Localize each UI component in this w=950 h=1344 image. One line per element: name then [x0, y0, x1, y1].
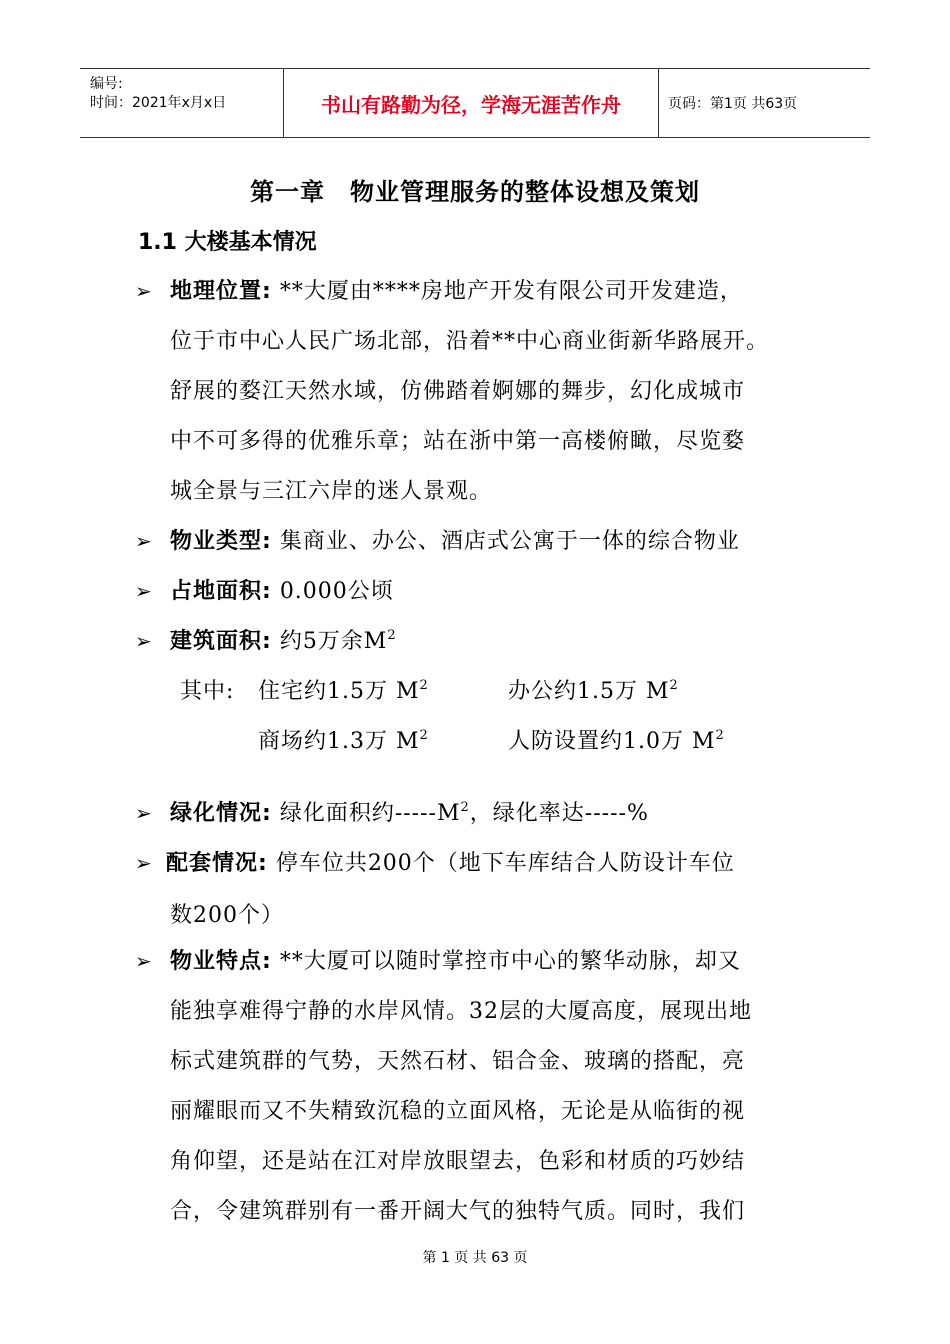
header-motto: 书山有路勤为径，学海无涯苦作舟 — [284, 69, 659, 137]
land-area-label: 占地面积: — [170, 579, 272, 604]
land-area-text: 0.000公顷 — [279, 579, 394, 604]
building-area-label: 建筑面积: — [170, 629, 272, 654]
building-area-line — [170, 624, 397, 655]
location-line: 城全景与三江六岸的迷人景观。 — [170, 479, 493, 504]
civil-defense-area: 人防设置约1.0万 $M^2$ — [508, 728, 725, 754]
property-type-line — [170, 524, 740, 555]
bullet-arrow-icon: ➢ — [135, 529, 152, 553]
property-type-label: 物业类型: — [170, 529, 272, 554]
feature-line: 标式建筑群的气势，天然石材、铝合金、玻璃的搭配，亮 — [170, 1049, 746, 1074]
feature-line — [170, 944, 741, 975]
feature-line: 合，令建筑群别有一番开阔大气的独特气质。同时，我们 — [170, 1199, 746, 1224]
location-line: 位于市中心人民广场北部，沿着**中心商业街新华路展开。 — [170, 329, 770, 354]
location-text: **大厦由****房地产开发有限公司开发建造， — [279, 279, 743, 304]
location-line: 舒展的婺江天然水域，仿佛踏着婀娜的舞步，幻化成城市 — [170, 379, 746, 404]
bullet-arrow-icon: ➢ — [135, 949, 152, 973]
doc-time: 时间：2021年x月x日 — [90, 95, 227, 111]
land-area-line — [170, 574, 394, 605]
doc-number-label: 编号: — [90, 76, 123, 92]
page-footer: 第 1 页 共 63 页 — [422, 1250, 528, 1266]
green-line: 绿化情况: 绿化面积约$-----M^2$，绿化率达-----% — [170, 800, 649, 826]
feature-line: 角仰望，还是站在江对岸放眼望去，色彩和材质的巧妙结 — [170, 1149, 746, 1174]
feature-line: 丽耀眼而又不失精致沉稳的立面风格，无论是从临街的视 — [170, 1099, 746, 1124]
commercial-area: 商场约1.3万 $M^2$ — [258, 728, 429, 754]
residential-area: 住宅约1.5万 $M^2$ — [258, 678, 429, 704]
location-label: 地理位置: — [170, 279, 272, 304]
green-label: 绿化情况: — [170, 801, 272, 826]
superscript: 2 — [387, 628, 397, 643]
section-title: 1.1 大楼基本情况 — [138, 230, 317, 255]
green-text: 绿化面积约-----M — [279, 801, 461, 826]
bullet-arrow-icon: ➢ — [135, 851, 152, 875]
facility-line: 数200个） — [170, 903, 284, 928]
location-line: 中不可多得的优雅乐章；站在浙中第一高楼俯瞰，尽览婺 — [170, 429, 746, 454]
bullet-arrow-icon: ➢ — [135, 279, 152, 303]
property-type-text: 集商业、办公、酒店式公寓于一体的综合物业 — [279, 529, 740, 554]
feature-line: 能独享难得宁静的水岸风情。32层的大厦高度，展现出地 — [170, 999, 752, 1024]
office-area: 办公约1.5万 $M^2$ — [508, 678, 679, 704]
bullet-arrow-icon: ➢ — [135, 579, 152, 603]
facility-line — [166, 846, 735, 877]
location-line — [170, 274, 743, 305]
bullet-arrow-icon: ➢ — [135, 801, 152, 825]
header-meta — [80, 69, 284, 137]
chapter-title: 第一章 物业管理服务的整体设想及策划 — [250, 178, 700, 206]
facility-label: 配套情况: — [166, 851, 268, 876]
building-area-text: 约5万余M — [279, 629, 388, 654]
facility-text: 停车位共200个（地下车库结合人防设计车位 — [275, 851, 735, 876]
header-page-info: 页码：第1页 共63页 — [668, 96, 798, 112]
feature-label: 物业特点: — [170, 949, 272, 974]
feature-text: **大厦可以随时掌控市中心的繁华动脉，却又 — [279, 949, 741, 974]
page-header — [80, 68, 870, 138]
bullet-arrow-icon: ➢ — [135, 629, 152, 653]
breakdown-prefix: 其中: — [180, 679, 235, 704]
